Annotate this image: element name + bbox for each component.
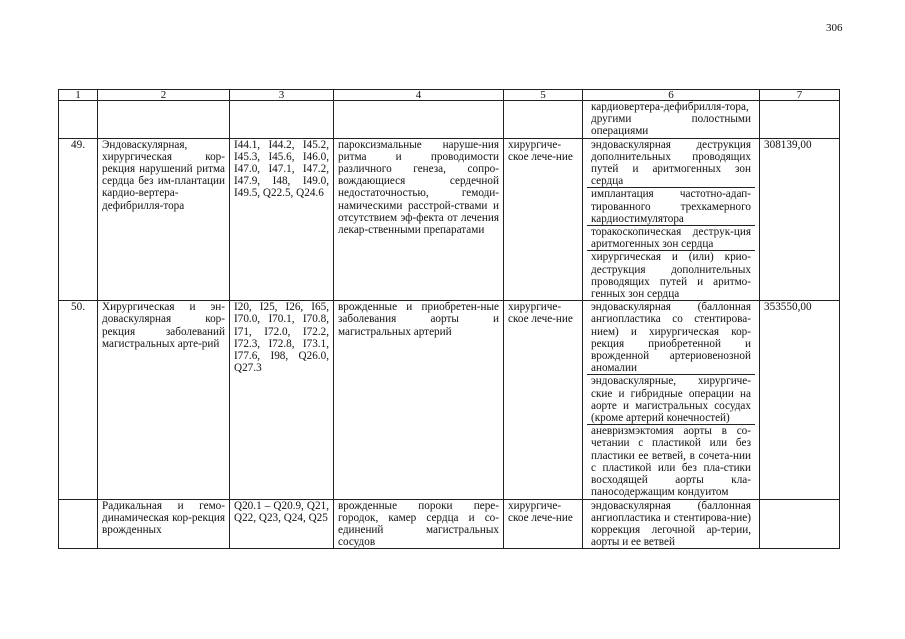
page-number: 306: [826, 22, 843, 34]
method-item: имплантация частотно-адап-тированного трехкамерного кардиостимулятора: [587, 188, 755, 226]
cell-methods: [583, 101, 760, 139]
cell-codes: I44.1, I44.2, I45.2, I45.3, I45.6, I46.0, I47.0, I47.1, I47.2, I47.9, I48, I49.0, I49.5, Q22.5, Q24.6: [230, 138, 334, 301]
cell-treatment: хирургиче-ское лече-ние: [504, 499, 583, 549]
column-number-5: 5: [504, 90, 583, 101]
cell-number: 49.: [59, 138, 98, 301]
cell-number: [59, 499, 98, 549]
cell-codes: Q20.1 – Q20.9, Q21, Q22, Q23, Q24, Q25: [230, 499, 334, 549]
method-item: аневризмэктомия аорты в со-четании с пластикой или без пластики ее ветвей, в сочета-нии с пластикой или без пла-стики восходящей аорты кла-паносодержащим кондуитом: [591, 425, 751, 499]
cell-model: врожденные пороки пере-городок, камер сердца и со-единений магистральных сосудов: [334, 499, 504, 549]
cell-model: [334, 101, 504, 139]
cell-number: 50.: [59, 301, 98, 499]
method-item: эндоваскулярные, хирургиче-ские и гибридные операции на аорте и магистральных сосудах (кроме артерий конечностей): [587, 375, 755, 425]
method-item: эндоваскулярная (баллонная ангиопластика со стентирова-нием) и хирургическая кор-рекция приобретенной и врожденной артериовенозной аномалии: [587, 301, 755, 375]
column-number-7: 7: [760, 90, 840, 101]
method-item: торакоскопическая деструк-ция аритмогенных зон сердца: [587, 226, 755, 251]
cell-treatment: хирургиче-ское лече-ние: [504, 138, 583, 301]
method-item: хирургическая и (или) крио-деструкция дополнительных проводящих путей и аритмо-генных зон сердца: [591, 251, 751, 301]
column-number-1: 1: [59, 90, 98, 101]
table-row-continuation: [59, 101, 840, 139]
cell-name: Радикальная и гемо-динамическая кор-рекция врожденных: [98, 499, 230, 549]
cell-treatment: [504, 101, 583, 139]
cell-number: [59, 101, 98, 139]
cell-price: 308139,00: [760, 138, 840, 301]
column-number-3: 3: [230, 90, 334, 101]
cell-model: пароксизмальные наруше-ния ритма и проводимости различного генеза, сопро-вождающиеся сердечной недостаточностью, гемоди-намическими расстрой-ствами и отсутствием эф-фекта от лечения лекар-ственными препаратами: [334, 138, 504, 301]
medical-care-table: [58, 89, 840, 549]
cell-name: [98, 101, 230, 139]
cell-name: Эндоваскулярная, хирургическая кор-рекция нарушений ритма сердца без им-плантации кардио-вертера-дефибрилля-тора: [98, 138, 230, 301]
method-item: эндоваскулярная (баллонная ангиопластика и стентирова-ние) коррекция легочной ар-терии, аорты и ее ветвей: [591, 499, 751, 549]
column-number-2: 2: [98, 90, 230, 101]
cell-name: Хирургическая и эн-доваскулярная кор-рекция заболеваний магистральных арте-рий: [98, 301, 230, 499]
method-item: кардиовертера-дефибрилля-тора, другими полостными операциями: [591, 101, 751, 138]
column-number-6: 6: [583, 90, 760, 101]
column-number-4: 4: [334, 90, 504, 101]
cell-codes: I20, I25, I26, I65, I70.0, I70.1, I70.8, I71, I72.0, I72.2, I72.3, I72.8, I73.1, I77.6, I98, Q26.0, Q27.3: [230, 301, 334, 499]
cell-price: [760, 499, 840, 549]
cell-model: врожденные и приобретен-ные заболевания аорты и магистральных артерий: [334, 301, 504, 499]
cell-treatment: хирургиче-ское лече-ние: [504, 301, 583, 499]
method-item: эндоваскулярная деструкция дополнительных проводящих путей и аритмогенных зон сердца: [587, 139, 755, 189]
table-row-50: [59, 301, 840, 499]
cell-codes: [230, 101, 334, 139]
cell-price: 353550,00: [760, 301, 840, 499]
table-row-50-sub: [59, 499, 840, 549]
column-number-header-row: [59, 90, 840, 101]
cell-methods: [583, 138, 760, 301]
cell-price: [760, 101, 840, 139]
cell-methods: [583, 301, 760, 499]
table-row-49: [59, 138, 840, 301]
cell-methods: [583, 499, 760, 549]
